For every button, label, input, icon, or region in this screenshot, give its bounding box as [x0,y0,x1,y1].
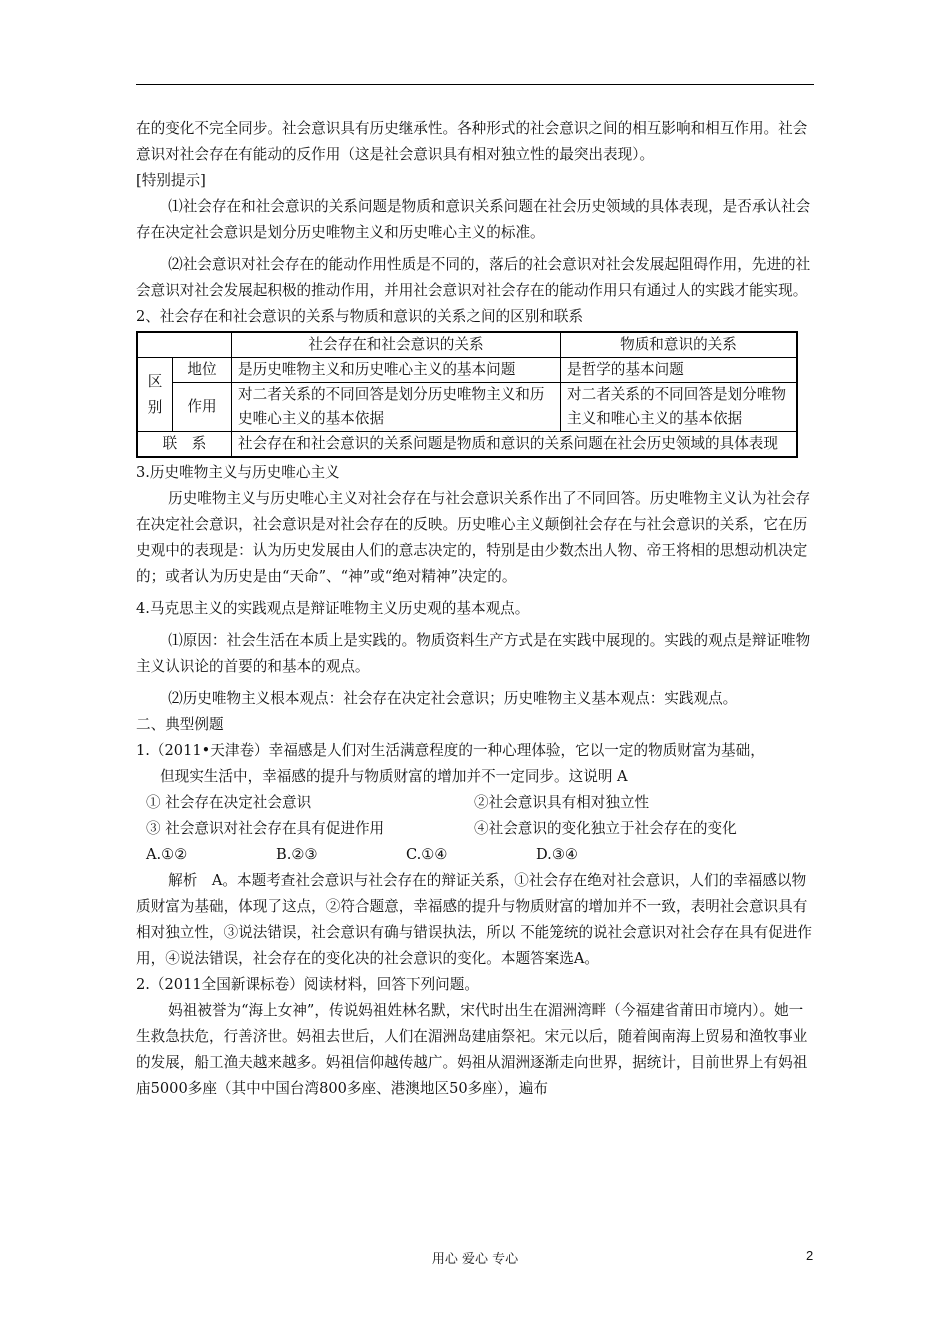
section-2-heading: 2、社会存在和社会意识的关系与物质和意识的关系之间的区别和联系 [136,308,584,325]
group-label-text: 区别 [147,372,163,416]
answer-choice-c: C.①④ [406,846,448,863]
table-cell: 对二者关系的不同回答是划分唯物主义和唯心主义的基本依据 [561,383,798,432]
table-row-label: 地位 [173,358,232,383]
tip-item-1: ⑴社会存在和社会意识的关系问题是物质和意识关系问题在社会历史领域的具体表现，是否承认社会存在决定社会意识是划分历史唯物主义和历史唯心主义的标准。 [136,198,811,241]
question-1-options [136,790,814,868]
option-1: ① 社会存在决定社会意识 [146,794,312,811]
table-header-matter: 物质和意识的关系 [561,332,798,358]
question-1-stem: 1.（2011•天津卷）幸福感是人们对生活满意程度的一种心理体验，它以一定的物质财富为基础， [136,742,765,759]
document-body [136,116,814,1102]
table-row [137,358,797,383]
tip-label: [特别提示] [136,172,206,189]
answer-choice-d: D.③④ [536,846,578,863]
table-cell: 是哲学的基本问题 [561,358,798,383]
table-header-social: 社会存在和社会意识的关系 [232,332,561,358]
table-corner-cell [137,332,232,358]
option-row [146,816,814,842]
table-row [137,432,797,458]
section-4-item-1: ⑴原因：社会生活在本质上是实践的。物质资料生产方式是在实践中展现的。实践的观点是辩证唯物主义认识论的首要的和基本的观点。 [136,632,811,675]
page-number: 2 [806,1248,814,1263]
table-header-row [137,332,797,358]
section-4-heading: 4.马克思主义的实践观点是辩证唯物主义历史观的基本观点。 [136,600,530,617]
header-rule [136,84,814,85]
answer-choice-b: B.②③ [276,846,318,863]
option-row [146,790,814,816]
paragraph-continuation: 在的变化不完全同步。社会意识具有历史继承性。各种形式的社会意识之间的相互影响和相互作用。社会意识对社会存在有能动的反作用（这是社会意识具有相对独立性的最突出表现）。 [136,120,808,163]
table-cell: 是历史唯物主义和历史唯心主义的基本问题 [232,358,561,383]
answer-choices-row [146,842,814,868]
table-group-label [137,358,173,432]
question-1-analysis: 解析 A。本题考查社会意识与社会存在的辩证关系，①社会存在绝对社会意识，人们的幸福感以物质财富为基础，体现了这点，②符合题意，幸福感的提升与物质财富的增加并不一致，表明社会意识具有相对独立性，③说法错误，社会意识有确与错误执法，所以 不能笼统的说社会意识对社会存在具有促进作用，④说法错误，社会存在的变化决的社会意识的变化。本题答案选A。 [136,872,812,967]
table-row [137,383,797,432]
examples-heading: 二、典型例题 [136,716,224,733]
option-3: ③ 社会意识对社会存在具有促进作用 [146,820,385,837]
question-2-material: 妈祖被誉为“海上女神”，传说妈祖姓林名默，宋代时出生在湄洲湾畔（今福建省莆田市境内）。她一生救急扶危，行善济世。妈祖去世后，人们在湄洲岛建庙祭祀。宋元以后，随着闽南海上贸易和渔牧事业的发展，船工渔夫越来越多。妈祖信仰越传越广。妈祖从湄洲逐渐走向世界，据统计，目前世界上有妈祖庙5000多座（其中中国台湾800多座、港澳地区50多座），遍布 [136,1002,808,1097]
question-1-stem-cont: 但现实生活中，幸福感的提升与物质财富的增加并不一定同步。这说明 A [160,768,628,785]
table-row-label: 联 系 [137,432,232,458]
question-2-stem: 2.（2011全国新课标卷）阅读材料，回答下列问题。 [136,976,479,993]
section-3-body: 历史唯物主义与历史唯心主义对社会存在与社会意识关系作出了不同回答。历史唯物主义认为社会存在决定社会意识，社会意识是对社会存在的反映。历史唯心主义颠倒社会存在与社会意识的关系，它在历史观中的表现是：认为历史发展由人们的意志决定的，特别是由少数杰出人物、帝王将相的思想动机决定的；或者认为历史是由“天命”、“神”或“绝对精神”决定的。 [136,490,811,585]
tip-item-2: ⑵社会意识对社会存在的能动作用性质是不同的，落后的社会意识对社会发展起阻碍作用，先进的社会意识对社会发展起积极的推动作用，并用社会意识对社会存在的能动作用只有通过人的实践才能实现。 [136,256,811,299]
option-2: ②社会意识具有相对独立性 [474,794,650,811]
comparison-table [136,331,798,458]
table-cell: 对二者关系的不同回答是划分历史唯物主义和历史唯心主义的基本依据 [232,383,561,432]
table-row-label: 作用 [173,383,232,432]
table-cell: 社会存在和社会意识的关系问题是物质和意识的关系问题在社会历史领域的具体表现 [232,432,798,458]
footer-text: 用心 爱心 专心 [431,1252,519,1267]
answer-choice-a: A.①② [146,846,188,863]
section-4-item-2: ⑵历史唯物主义根本观点：社会存在决定社会意识；历史唯物主义基本观点：实践观点。 [168,690,738,707]
section-3-heading: 3.历史唯物主义与历史唯心主义 [136,464,340,481]
option-4: ④社会意识的变化独立于社会存在的变化 [474,820,737,837]
